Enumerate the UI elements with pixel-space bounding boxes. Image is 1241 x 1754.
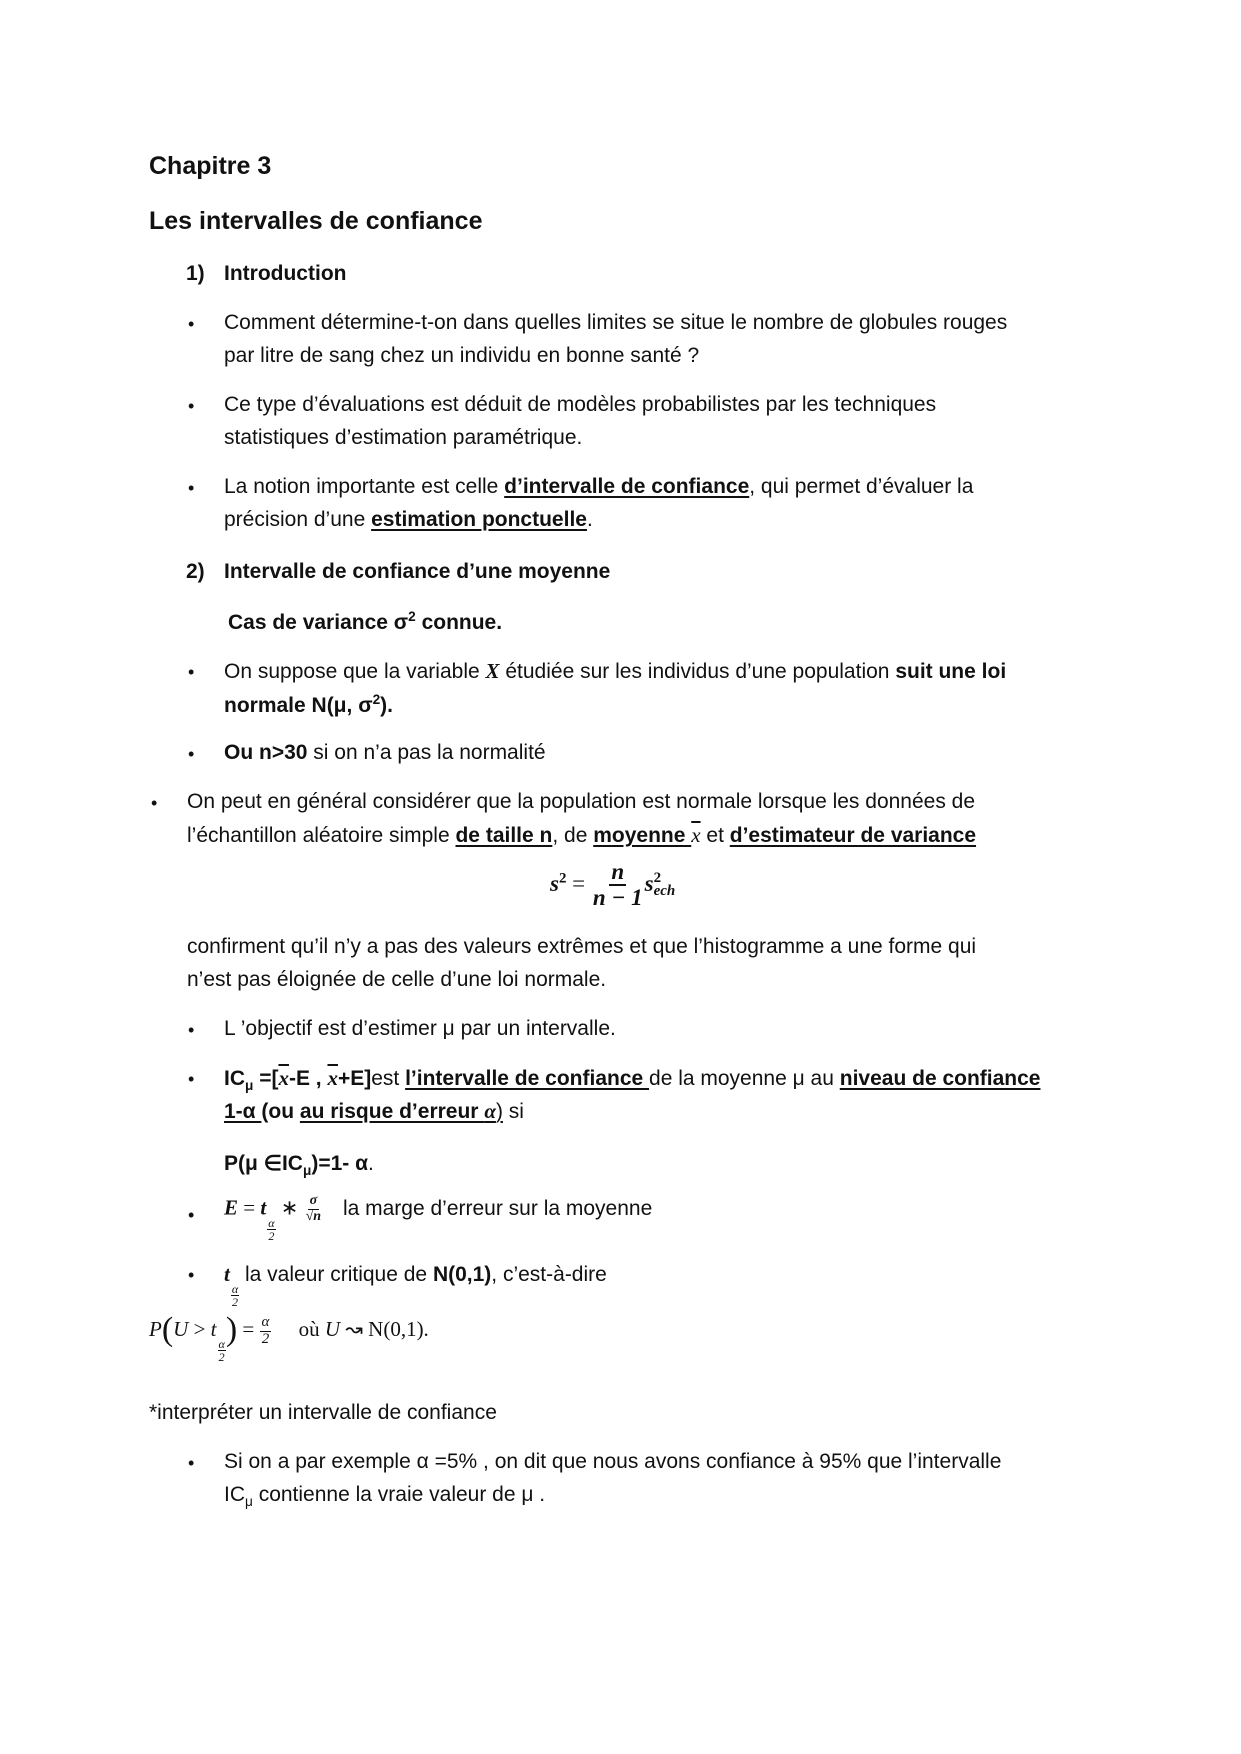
text: P(μ ∈IC: [224, 1152, 303, 1175]
text: ): [495, 1100, 503, 1123]
x-bar: $\overline{x}$: [691, 823, 701, 847]
bullet-icon: •: [188, 1069, 195, 1089]
numerator: α: [261, 1313, 270, 1330]
section-2-number: 2): [186, 560, 205, 583]
text: s: [644, 871, 654, 897]
superscript: 2: [653, 869, 662, 886]
text: .: [368, 1152, 374, 1175]
text: normale N(μ, σ: [224, 694, 373, 717]
text: précision d’une: [224, 508, 372, 531]
term-moyenne: moyenne: [593, 824, 692, 847]
chapter-label: Chapitre 3: [149, 152, 272, 180]
text: où: [298, 1317, 325, 1341]
mean-bullet-1-line-2: [224, 692, 393, 718]
term-intervalle-de-confiance: l’intervalle de confiance: [405, 1067, 650, 1090]
term-estimateur-variance: d’estimateur de variance: [729, 824, 977, 847]
probability-statement: [224, 1151, 374, 1178]
text: t: [260, 1195, 267, 1220]
superscript: 2: [372, 692, 381, 707]
alpha-over-2: [218, 1338, 226, 1363]
variable-x: X: [485, 659, 500, 683]
margin-of-error-formula: [224, 1194, 652, 1242]
text: =: [238, 1195, 261, 1220]
text: , qui permet d’évaluer la: [749, 475, 974, 498]
mean-bullet-2: [224, 741, 546, 765]
alpha: α: [484, 1099, 496, 1123]
intro-bullet-2-line-1: Ce type d’évaluations est déduit de modèles probabilistes par les techniques: [224, 393, 937, 416]
text: , c’est-à-dire: [491, 1263, 607, 1286]
section-2-heading: Intervalle de confiance d’une moyenne: [224, 560, 611, 583]
sup-sub: [653, 869, 676, 900]
text: N(0,1): [432, 1263, 492, 1286]
text: si: [502, 1100, 524, 1123]
confirm-line-1: confirment qu’il n’y a pas des valeurs extrêmes et que l’histogramme a une forme qui: [187, 935, 977, 958]
subscript: μ: [302, 1163, 312, 1179]
superscript: 2: [558, 870, 567, 887]
text: est: [371, 1067, 406, 1090]
term-risque-erreur: au risque d’erreur: [299, 1100, 485, 1123]
text: U: [173, 1317, 189, 1341]
bullet-icon: •: [188, 662, 195, 682]
term-1-alpha: 1-α: [224, 1100, 262, 1123]
text: la valeur critique de: [239, 1263, 433, 1286]
bullet-icon: •: [188, 1205, 195, 1225]
bullet-icon: •: [188, 478, 195, 498]
subscript: μ: [245, 1078, 254, 1094]
bullet-icon: •: [188, 1453, 195, 1473]
term-estimation-ponctuelle: estimation ponctuelle: [371, 508, 587, 531]
text: de la moyenne μ au: [649, 1067, 840, 1090]
text: , de: [552, 824, 594, 847]
intro-bullet-2-line-2: statistiques d’estimation paramétrique.: [224, 426, 583, 449]
interpret-bullet-line-1: Si on a par exemple α =5% , on dit que nous avons confiance à 95% que l’intervalle: [224, 1450, 1002, 1473]
text: ).: [380, 694, 393, 717]
text: si on n’a pas la normalité: [307, 741, 546, 764]
section-1-heading: Introduction: [224, 262, 347, 285]
text: =: [237, 1317, 260, 1341]
text: l’échantillon aléatoire simple: [187, 824, 456, 847]
text: P: [149, 1317, 162, 1341]
fraction: [591, 860, 645, 910]
text: =[: [253, 1067, 279, 1090]
text: Ou n>30: [224, 741, 308, 764]
text: suit une loi: [895, 660, 1007, 683]
text: la marge d’erreur sur la moyenne: [342, 1196, 653, 1220]
bullet-icon: •: [188, 1020, 195, 1040]
bullet-icon: •: [188, 314, 195, 334]
critical-value-definition: [224, 1262, 607, 1308]
text: connue.: [415, 611, 503, 634]
intro-bullet-1-line-1: Comment détermine-t-on dans quelles limites se situe le nombre de globules rouges: [224, 311, 1008, 334]
mean-bullet-3-line-1: On peut en général considérer que la population est normale lorsque les données de: [187, 790, 976, 813]
bullet-icon: •: [188, 396, 195, 416]
numerator: n: [609, 860, 626, 886]
left-paren: (: [161, 1311, 174, 1348]
alpha-over-2: [267, 1217, 275, 1242]
intro-bullet-1-line-2: par litre de sang chez un individu en bonne santé ?: [224, 344, 700, 367]
confirm-line-2: n’est pas éloignée de celle d’une loi normale.: [187, 968, 607, 991]
right-paren: ): [225, 1311, 238, 1348]
text: t: [210, 1317, 217, 1341]
fraction: [304, 1194, 323, 1224]
mean-bullet-4: L ’objectif est d’estimer μ par un intervalle.: [224, 1017, 616, 1040]
known-variance-case: [228, 609, 502, 635]
critical-value-equation: [149, 1311, 429, 1363]
term-taille-n: de taille n: [455, 824, 553, 847]
x-bar: $\overline{x}$: [278, 1066, 289, 1090]
subscript: μ: [245, 1494, 253, 1510]
numerator: α: [218, 1337, 225, 1351]
mean-bullet-3-line-2: [187, 823, 976, 848]
text: +E]: [337, 1067, 372, 1090]
text: et: [700, 824, 730, 847]
interpret-heading: *interpréter un intervalle de confiance: [149, 1401, 497, 1424]
numerator: α: [231, 1282, 239, 1296]
fraction: [260, 1315, 272, 1348]
bullet-icon: •: [188, 744, 195, 764]
text: =: [566, 871, 591, 897]
denominator: √n: [305, 1208, 322, 1224]
variance-formula: [550, 860, 675, 910]
intro-bullet-3-line-2: [224, 508, 593, 532]
bullet-icon: •: [188, 1265, 195, 1285]
text: IC: [224, 1483, 245, 1506]
text: On suppose que la variable: [224, 660, 486, 683]
page-title: Les intervalles de confiance: [149, 207, 483, 235]
bullet-icon: •: [151, 793, 158, 813]
numerator: σ: [309, 1193, 318, 1208]
text: IC: [224, 1067, 245, 1090]
mean-bullet-1-line-1: [224, 659, 1006, 684]
alpha-over-2: [231, 1283, 239, 1308]
mean-bullet-5-line-1: [224, 1066, 1040, 1093]
numerator: α: [268, 1215, 275, 1230]
subscript: ech: [653, 883, 676, 900]
text: ↝: [340, 1317, 369, 1341]
text: )=1- α: [311, 1152, 369, 1175]
text: La notion importante est celle: [224, 475, 505, 498]
text: .: [586, 508, 593, 531]
superscript: 2: [408, 609, 416, 624]
text: U: [324, 1317, 341, 1341]
x-bar: $\overline{x}$: [327, 1066, 338, 1090]
text: ∗: [275, 1195, 304, 1220]
text: étudiée sur les individus d’une population: [499, 660, 896, 683]
denominator: 2: [218, 1350, 225, 1364]
intro-bullet-3-line-1: [224, 475, 973, 499]
denominator: n − 1: [592, 885, 643, 911]
text: t: [224, 1262, 230, 1286]
denominator: 2: [261, 1330, 270, 1347]
mean-bullet-5-line-2: [224, 1099, 524, 1124]
text: Cas de variance σ: [228, 611, 409, 634]
text: >: [188, 1317, 211, 1341]
section-1-number: 1): [186, 262, 205, 285]
text: (ou: [261, 1100, 300, 1123]
text: contienne la vraie valeur de μ .: [252, 1483, 546, 1506]
text: -E ,: [288, 1067, 328, 1090]
denominator: 2: [232, 1295, 238, 1309]
term-niveau-de-confiance: niveau de confiance: [839, 1067, 1041, 1090]
text: s: [550, 871, 559, 897]
term-intervalle-de-confiance: d’intervalle de confiance: [504, 475, 750, 498]
text: E: [224, 1195, 239, 1220]
interpret-bullet-line-2: [224, 1483, 545, 1509]
denominator: 2: [268, 1228, 275, 1243]
text: N(0,1).: [368, 1317, 429, 1341]
